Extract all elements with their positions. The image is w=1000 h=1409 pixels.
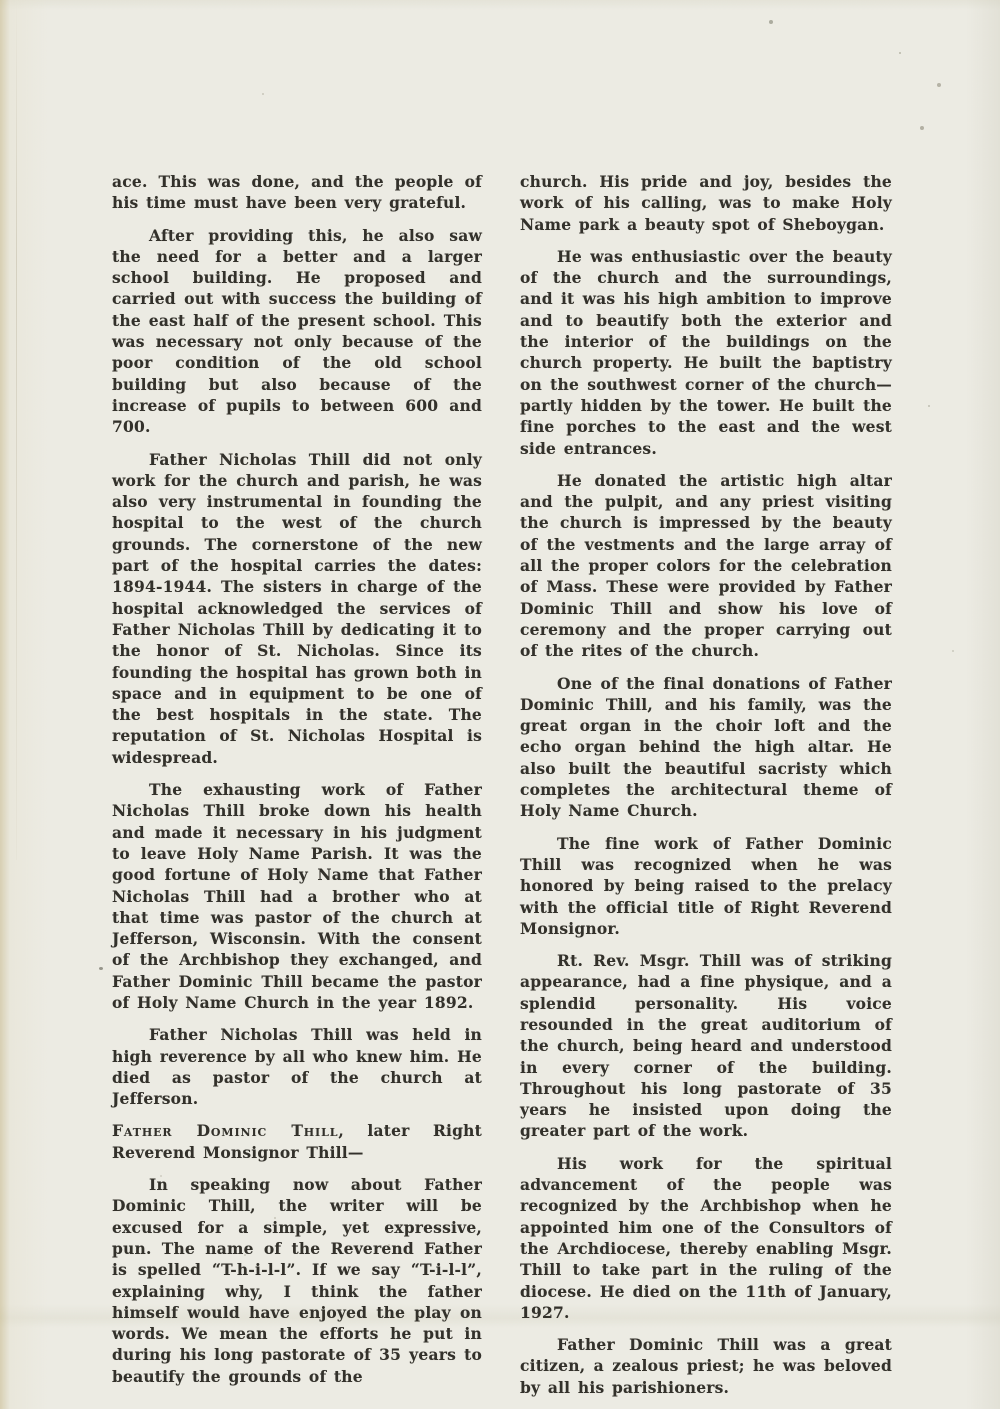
- paragraph: The exhausting work of Father Nicholas Thill broke down his health and made it necessary in his judgment to leave Holy Name Parish. It was the good fortune of Holy Name that Father Nicholas Thill had a brother who at that time was pastor of the church at Jefferson, Wisconsin. With the consent of the Archbishop they exchanged, and Father Dominic Thill became the pastor of Holy Name Church in the year 1892.: [112, 780, 482, 1012]
- print-mark-dot: [99, 967, 103, 970]
- section-heading-name: Father Dominic Thill: [112, 1121, 339, 1141]
- right-text-column: [520, 171, 892, 1409]
- left-text-column: [112, 171, 482, 1398]
- paragraph: Father Nicholas Thill did not only work for the church and parish, he was also very instrumental in founding the hospital to the west of the church grounds. The cornerstone of the new part of the hospital carries the dates: 1894-1944. The sisters in charge of the hospital acknowledged the services of Father Nicholas Thill by dedicating it to the honor of St. Nicholas. Since its founding the hospital has grown both in space and in equipment to be one of the best hospitals in the state. The reputation of St. Nicholas Hospital is widespread.: [112, 449, 482, 767]
- paragraph-continuation: ace. This was done, and the people of his time must have been very grateful.: [112, 172, 482, 213]
- paragraph: He was enthusiastic over the beauty of the church and the surroundings, and it was his high ambition to improve and to beautify both the exterior and the interior of the buildings on the church property. He built the baptistry on the southwest corner of the church—partly hidden by the tower. He built the fine porches to the east and the west side entrances.: [520, 246, 892, 458]
- section-heading: [112, 1120, 482, 1163]
- paragraph: His work for the spiritual advancement of the people was recognized by the Archbishop when he appointed him one of the Consultors of the Archdiocese, thereby enabling Msgr. Thill to take part in the ruling of the diocese. He died on the 11th of January, 1927.: [520, 1153, 892, 1322]
- paragraph: After providing this, he also saw the need for a better and a larger school building. He proposed and carried out with success the building of the east half of the present school. This was necessary not only because of the poor condition of the old school building but also because of the increase of pupils to between 600 and 700.: [112, 225, 482, 437]
- paragraph: One of the final donations of Father Dominic Thill, and his family, was the great organ in the choir loft and the echo organ behind the high altar. He also built the beautiful sacristy which completes the architectural theme of Holy Name Church.: [520, 673, 892, 821]
- paper-specks: [0, 0, 2, 2]
- paragraph: Father Dominic Thill was a great citizen, a zealous priest; he was beloved by all his parishioners.: [520, 1335, 892, 1397]
- paragraph: Father Nicholas Thill was held in high reverence by all who knew him. He died as pastor of the church at Jefferson.: [112, 1025, 482, 1109]
- paragraph: Rt. Rev. Msgr. Thill was of striking appearance, had a fine physique, and a splendid personality. His voice resounded in the great auditorium of the church, being heard and understood in every corner of the building. Throughout his long pastorate of 35 years he insisted upon doing the greater part of the work.: [520, 951, 892, 1141]
- paragraph-continuation: church. His pride and joy, besides the work of his calling, was to make Holy Name park a beauty spot of Sheboygan.: [520, 172, 892, 234]
- paragraph: He donated the artistic high altar and the pulpit, and any priest visiting the church is impressed by the beauty of the vestments and the large array of all the proper colors for the celebration of Mass. These were provided by Father Dominic Thill and show his love of ceremony and the proper carrying out of the rites of the church.: [520, 470, 892, 661]
- paragraph: In speaking now about Father Dominic Thill, the writer will be excused for a simple, yet expressive, pun. The name of the Reverend Father is spelled “T-h-i-l-l”. If we say “T-i-l-l”, explaining why, I think the father himself would have enjoyed the play on words. We mean the efforts he put in during his long pastorate of 35 years to beautify the grounds of the: [112, 1175, 482, 1386]
- section-heading-rest: , later Right Reverend Monsignor Thill—: [112, 1121, 482, 1162]
- paragraph: The fine work of Father Dominic Thill was recognized when he was honored by being raised to the prelacy with the official title of Right Reverend Monsignor.: [520, 833, 892, 938]
- paper-crease: [16, 0, 17, 860]
